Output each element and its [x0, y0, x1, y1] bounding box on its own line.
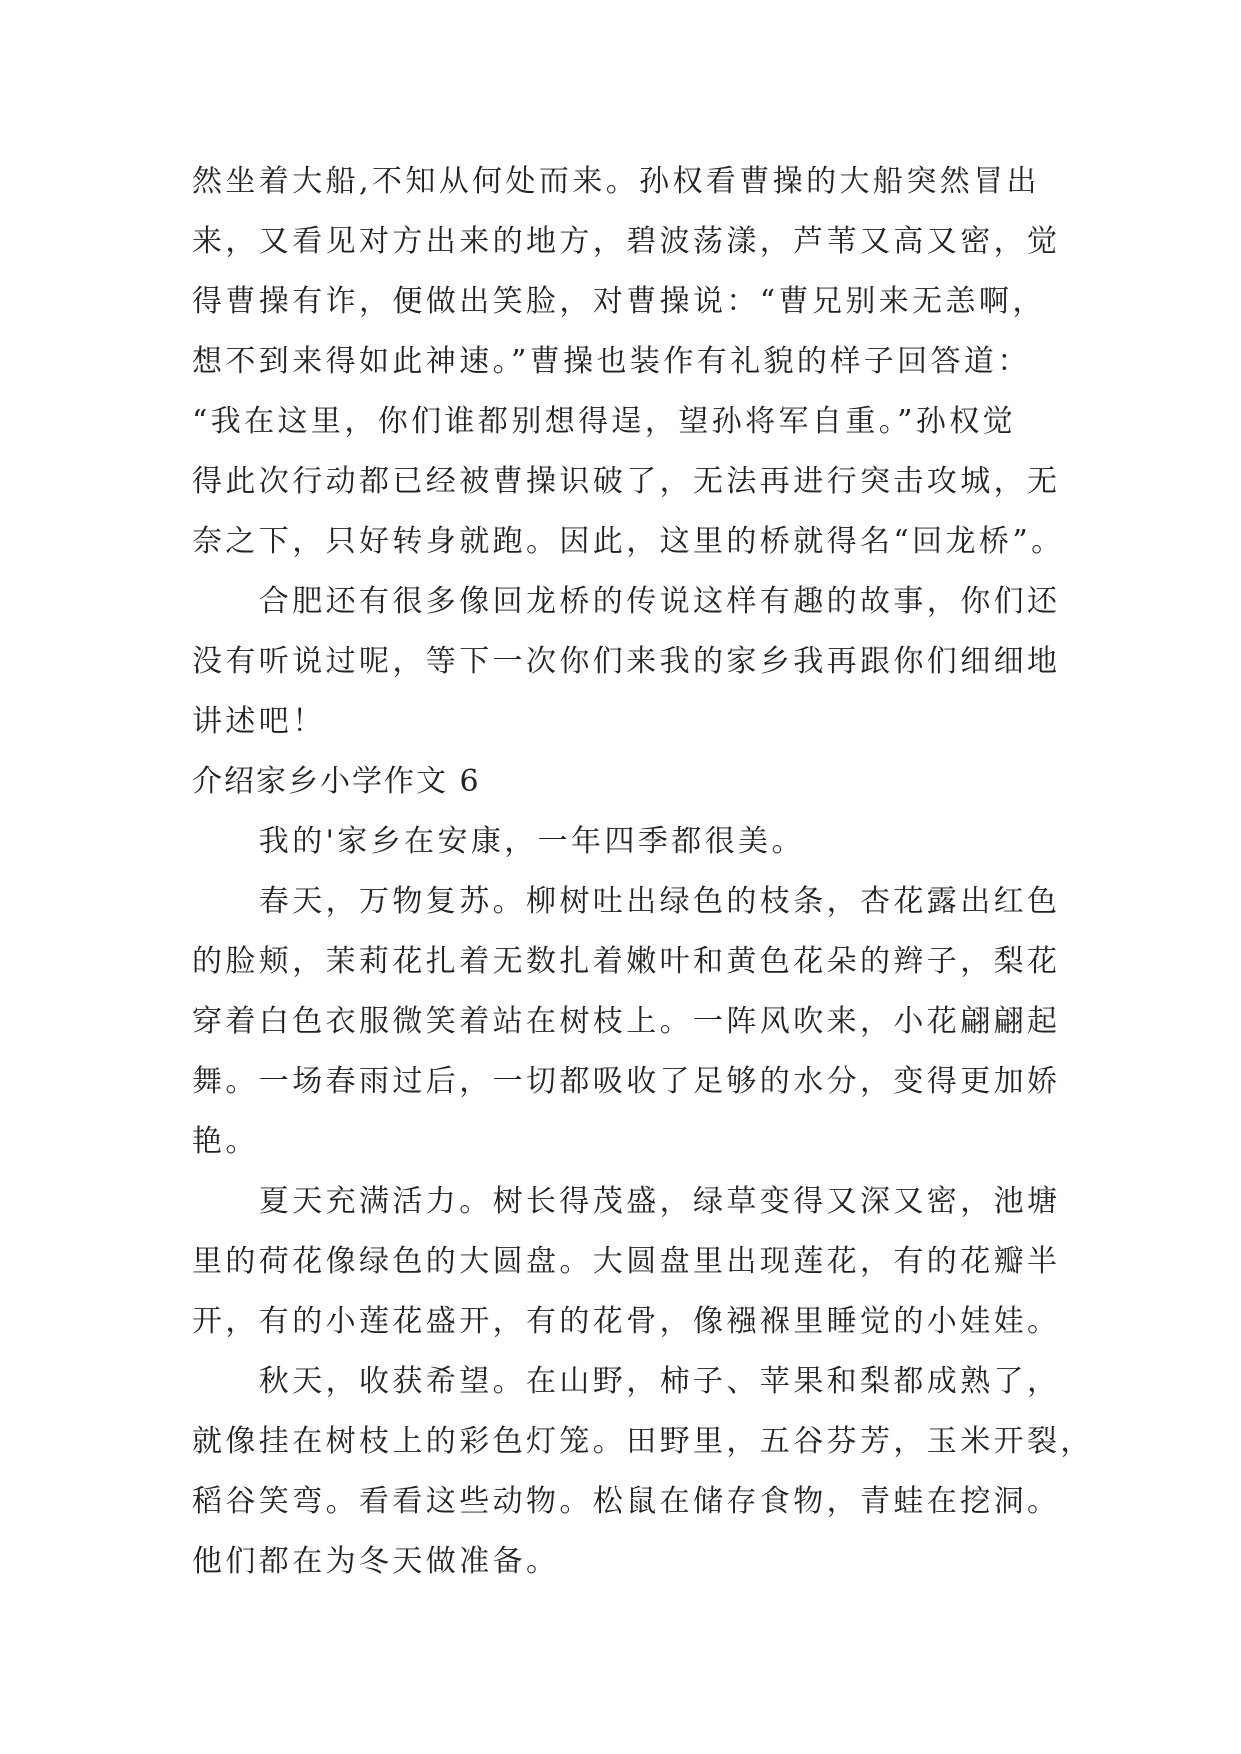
text-line: 然坐着大船,不知从何处而来。孙权看曹操的大船突然冒出: [192, 164, 1040, 199]
text-line: 的脸颊，茉莉花扎着无数扎着嫩叶和黄色花朵的辫子，梨花: [192, 944, 1061, 979]
text-line: 来，又看见对方出来的地方，碧波荡漾，芦苇又高又密，觉: [192, 224, 1061, 259]
text-line: 他们都在为冬天做准备。: [192, 1544, 560, 1579]
text-line: 稻谷笑弯。看看这些动物。松鼠在储存食物，青蛙在挖洞。: [192, 1484, 1061, 1519]
text-line: 想不到来得如此神速。”曹操也装作有礼貌的样子回答道：: [192, 344, 1031, 379]
text-line: 没有听说过呢，等下一次你们来我的家乡我再跟你们细细地: [192, 644, 1061, 679]
text-line: 得曹操有诈，便做出笑脸，对曹操说：“曹兄别来无恙啊，: [192, 284, 1046, 319]
text-line: 穿着白色衣服微笑着站在树枝上。一阵风吹来，小花翩翩起: [192, 1004, 1061, 1039]
text-line: 就像挂在树枝上的彩色灯笼。田野里，五谷芬芳，玉米开裂，: [192, 1424, 1094, 1459]
text-line: 讲述吧！: [192, 704, 326, 739]
text-line: 里的荷花像绿色的大圆盘。大圆盘里出现莲花，有的花瓣半: [192, 1244, 1061, 1279]
text-line: “我在这里，你们谁都别想得逞，望孙将军自重。”孙权觉: [192, 404, 1017, 439]
text-line: 艳。: [192, 1124, 259, 1159]
text-line: 开，有的小莲花盛开，有的花骨，像襁褓里睡觉的小娃娃。: [192, 1304, 1061, 1339]
text-line: 我的'家乡在安康，一年四季都很美。: [192, 824, 805, 859]
document-body: [192, 152, 1094, 1592]
text-line: 舞。一场春雨过后，一切都吸收了足够的水分，变得更加娇: [192, 1064, 1061, 1099]
text-line: 得此次行动都已经被曹操识破了，无法再进行突击攻城，无: [192, 464, 1061, 499]
text-line: 秋天，收获希望。在山野，柿子、苹果和梨都成熟了，: [192, 1364, 1061, 1399]
text-line: 春天，万物复苏。柳树吐出绿色的枝条，杏花露出红色: [192, 884, 1061, 919]
text-line: 夏天充满活力。树长得茂盛，绿草变得又深又密，池塘: [192, 1184, 1061, 1219]
text-line: 奈之下，只好转身就跑。因此，这里的桥就得名“回龙桥”。: [192, 524, 1065, 559]
section-heading: 介绍家乡小学作文 6: [192, 764, 481, 799]
text-line: 合肥还有很多像回龙桥的传说这样有趣的故事，你们还: [192, 584, 1061, 619]
